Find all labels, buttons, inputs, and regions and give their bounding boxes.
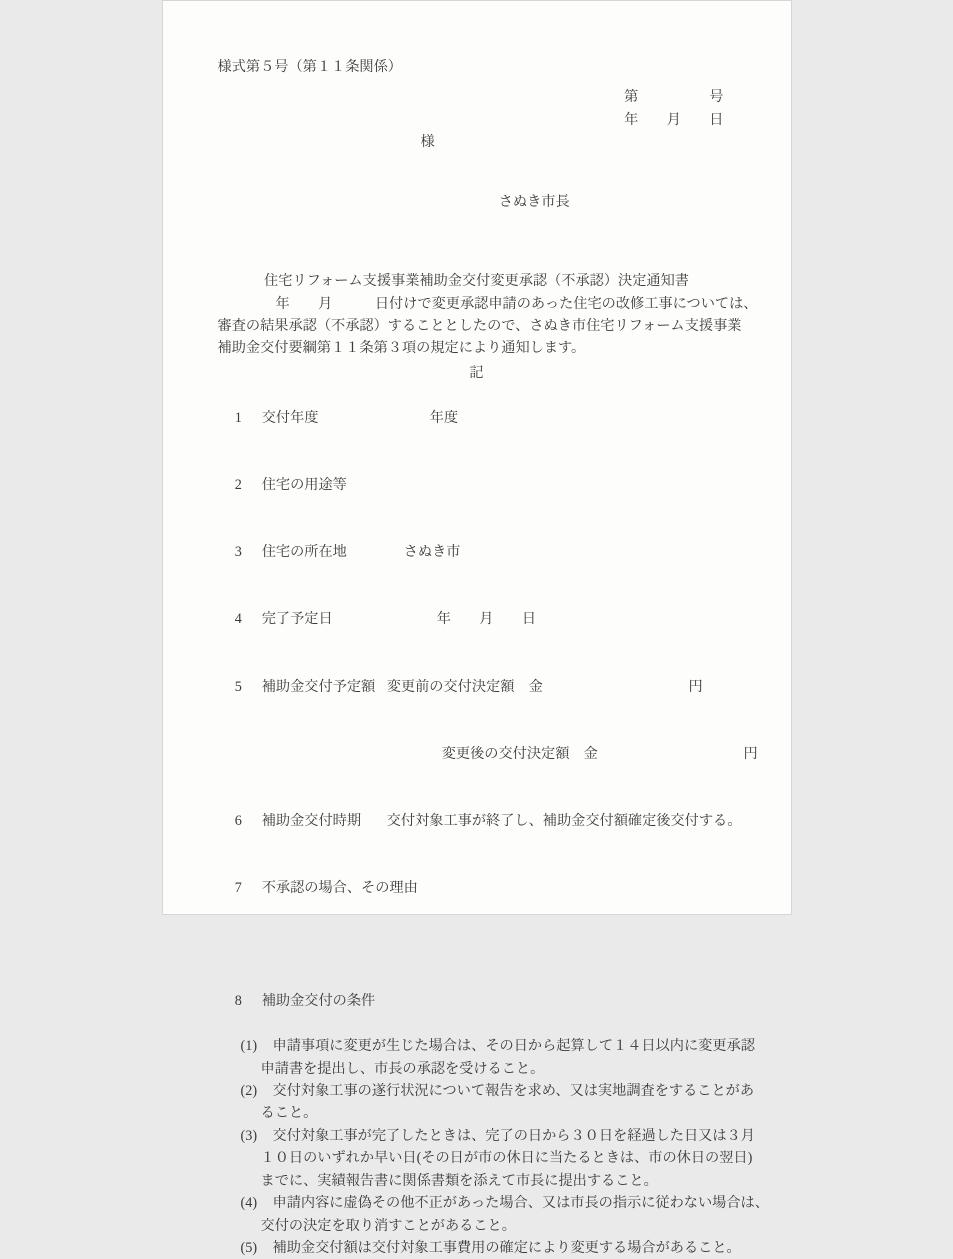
item-number: 2	[234, 476, 242, 493]
addressee-honorific: 様	[420, 134, 435, 151]
amount-label: 変更前の交付決定額 金	[386, 678, 543, 695]
sender-name: さぬき市長	[498, 194, 570, 211]
item-label: 住宅の用途等	[261, 476, 347, 493]
amount-row-before	[387, 676, 703, 698]
condition-4	[163, 1192, 791, 1237]
item-number: 4	[234, 611, 242, 628]
sender-line	[485, 169, 791, 259]
item-number: 8	[234, 993, 242, 1010]
condition-line	[241, 1192, 791, 1214]
document-title: 住宅リフォーム支援事業補助金交付変更承認（不承認）決定通知書	[264, 273, 689, 290]
item-value: さぬき市	[403, 544, 461, 561]
condition-text: 補助金交付額は交付対象工事費用の確定により変更する場合があること。	[272, 1239, 741, 1256]
condition-line	[241, 1125, 791, 1147]
condition-text: 交付対象工事が完了したときは、完了の日から３０日を経過した日又は３月	[272, 1127, 755, 1144]
condition-1	[163, 1035, 791, 1080]
condition-number: (1)	[240, 1038, 258, 1055]
item-label: 補助金交付予定額	[261, 678, 376, 695]
list-item-completion-date	[221, 586, 791, 653]
date-line: 年 月 日	[624, 111, 724, 128]
item-label: 補助金交付時期	[261, 813, 362, 829]
item-value: 交付対象工事が終了し、補助金交付額確定後交付する。	[386, 813, 742, 829]
item-number: 7	[234, 880, 242, 897]
item-label: 住宅の所在地	[261, 544, 347, 561]
condition-number: (3)	[240, 1127, 258, 1144]
condition-line: １０日のいずれか早い日(その日が市の休日に当たるときは、市の休日の翌日)	[260, 1150, 753, 1167]
item-number: 3	[234, 544, 242, 561]
body-paragraph-line: 補助金交付要綱第１１条第３項の規定により通知します。	[217, 340, 586, 357]
item-number: 5	[234, 678, 242, 695]
item-label: 補助金交付の条件	[261, 993, 376, 1010]
condition-5	[163, 1237, 791, 1259]
condition-line	[241, 1080, 791, 1102]
list-item-grant-timing	[221, 788, 791, 855]
condition-text: 交付対象工事の遂行状況について報告を求め、又は実地調査をすることがあ	[272, 1083, 755, 1100]
condition-line: ること。	[260, 1105, 318, 1122]
document-number-line: 第 号	[624, 89, 724, 106]
conditions-heading	[221, 968, 791, 1035]
form-number: 様式第５号（第１１条関係）	[217, 59, 402, 75]
document-page	[162, 0, 792, 1256]
item-label: 完了予定日	[261, 611, 333, 628]
condition-text: 申請内容に虚偽その他不正があった場合、又は市長の指示に従わない場合は、	[272, 1195, 769, 1212]
item-value: 年 月 日	[436, 611, 537, 628]
condition-line: 申請書を提出し、市長の承認を受けること。	[260, 1060, 545, 1077]
amount-row-after	[442, 743, 758, 765]
condition-line: 交付の決定を取り消すことがあること。	[260, 1217, 516, 1234]
amount-label: 変更後の交付決定額 金	[441, 745, 598, 762]
body-paragraph-line: 年 月 日付けで変更承認申請のあった住宅の改修工事については、	[275, 295, 758, 312]
item-value: 年度	[429, 409, 459, 426]
list-item-disapproval-reason	[221, 855, 791, 922]
item-label: 交付年度	[261, 409, 319, 426]
item-number: 6	[234, 813, 242, 829]
condition-number: (4)	[240, 1195, 258, 1212]
record-marker: 記	[469, 364, 484, 381]
list-item-planned-grant-amount	[221, 653, 791, 720]
list-item-grant-year	[221, 384, 791, 451]
list-item-housing-location	[221, 519, 791, 586]
list-item-planned-grant-amount-cont	[428, 720, 791, 787]
condition-line	[241, 1237, 791, 1259]
list-item-housing-use	[221, 452, 791, 519]
condition-number: (5)	[240, 1239, 258, 1256]
condition-2	[163, 1080, 791, 1125]
item-label: 不承認の場合、その理由	[261, 880, 418, 897]
condition-3	[163, 1125, 791, 1192]
condition-number: (2)	[240, 1083, 258, 1100]
currency-unit: 円	[743, 745, 758, 762]
item-number: 1	[234, 409, 242, 426]
body-paragraph-line: 審査の結果承認（不承認）することとしたので、さぬき市住宅リフォーム支援事業	[217, 318, 742, 335]
condition-text: 申請事項に変更が生じた場合は、その日から起算して１４日以内に変更承認	[272, 1038, 755, 1055]
condition-line: までに、実績報告書に関係書類を添えて市長に提出すること。	[260, 1172, 658, 1189]
condition-line	[241, 1035, 791, 1057]
currency-unit: 円	[688, 678, 703, 695]
